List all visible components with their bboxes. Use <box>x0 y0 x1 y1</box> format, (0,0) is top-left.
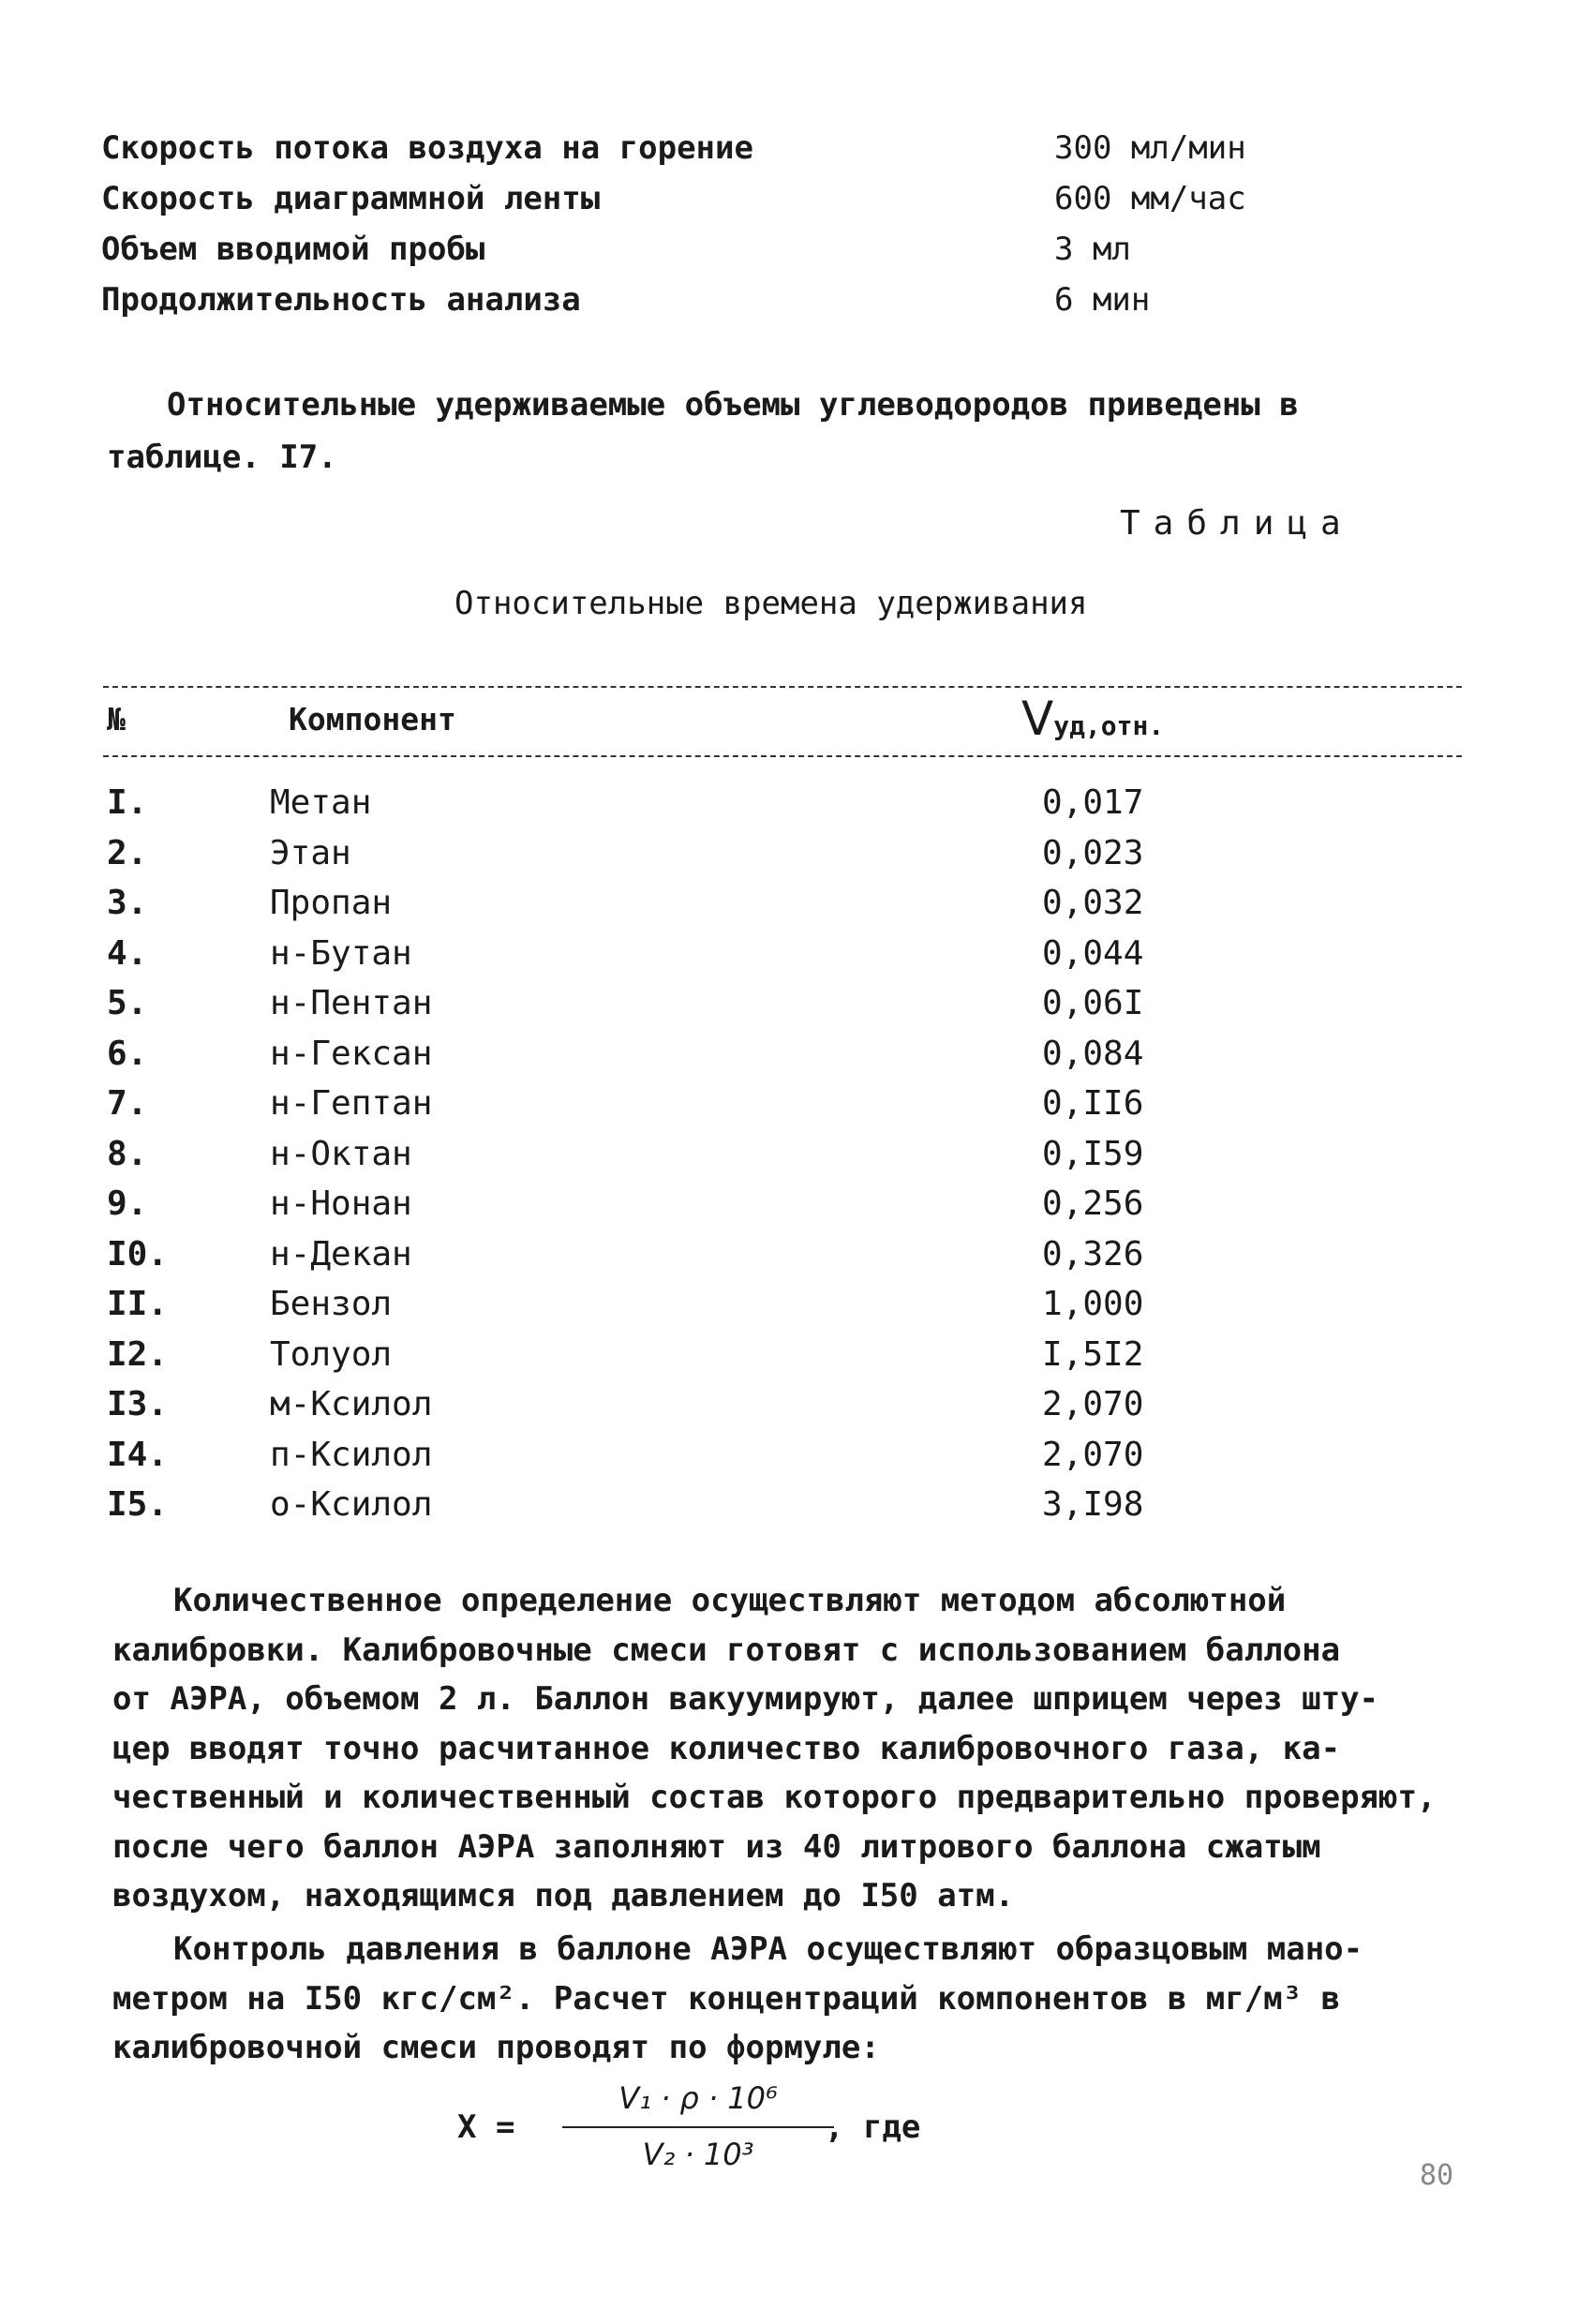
header-value-sub: уд,отн. <box>1053 710 1165 741</box>
row-component: н-Пентан <box>270 984 433 1022</box>
row-number: 8. <box>107 1135 148 1173</box>
table-top-rule <box>103 686 1462 688</box>
formula-numerator: V₁ · ρ · 10⁶ <box>618 2080 778 2116</box>
header-value <box>1021 692 1164 746</box>
table-header-rule <box>103 755 1462 757</box>
row-number: I0. <box>107 1235 169 1274</box>
row-component: н-Гексан <box>270 1035 433 1073</box>
row-component: н-Октан <box>270 1135 412 1173</box>
formula-suffix: , где <box>825 2108 921 2146</box>
row-number: 7. <box>107 1084 148 1123</box>
paragraph-line: калибровки. Калибровочные смеси готовят с использованием баллона <box>112 1631 1341 1669</box>
intro-line: таблице. I7. <box>107 439 337 476</box>
row-value: 0,023 <box>1042 834 1144 872</box>
row-value: I,5I2 <box>1042 1335 1144 1374</box>
paragraph-line: метром на I50 кгс/см². Расчет концентраций компонентов в мг/м³ в <box>112 1980 1341 2018</box>
row-number: 3. <box>107 884 148 922</box>
row-value: 0,I59 <box>1042 1135 1144 1173</box>
param-label: Объем вводимой пробы <box>101 231 485 268</box>
row-number: I3. <box>107 1385 169 1423</box>
row-value: 2,070 <box>1042 1436 1144 1474</box>
row-component: н-Декан <box>270 1235 412 1274</box>
param-label: Скорость потока воздуха на горение <box>101 129 753 167</box>
row-component: Этан <box>270 834 351 872</box>
formula-lhs: X = <box>457 2108 515 2146</box>
row-component: Метан <box>270 783 372 822</box>
param-value: 6 мин <box>1054 281 1151 319</box>
formula-fraction-bar <box>562 2126 834 2128</box>
row-component: Бензол <box>270 1285 393 1323</box>
paragraph-line: воздухом, находящимся под давлением до I50 атм. <box>112 1877 1015 1914</box>
row-component: н-Гептан <box>270 1084 433 1123</box>
row-number: I2. <box>107 1335 169 1374</box>
row-component: м-Ксилол <box>270 1385 433 1423</box>
param-value: 600 мм/час <box>1054 180 1246 217</box>
row-component: п-Ксилол <box>270 1436 433 1474</box>
row-component: Толуол <box>270 1335 393 1374</box>
page-number: 80 <box>1420 2159 1454 2192</box>
row-value: 0,326 <box>1042 1235 1144 1274</box>
header-component: Компонент <box>289 701 456 737</box>
paragraph-line: Контроль давления в баллоне АЭРА осуществляют образцовым мано- <box>173 1930 1363 1968</box>
row-value: 0,256 <box>1042 1184 1144 1223</box>
row-value: 3,I98 <box>1042 1485 1144 1524</box>
paragraph-line: калибровочной смеси проводят по формуле: <box>112 2029 880 2066</box>
row-value: 2,070 <box>1042 1385 1144 1423</box>
row-component: н-Бутан <box>270 934 412 973</box>
row-value: 0,017 <box>1042 783 1144 822</box>
param-value: 300 мл/мин <box>1054 129 1246 167</box>
row-value: 0,032 <box>1042 884 1144 922</box>
row-value: 0,II6 <box>1042 1084 1144 1123</box>
row-value: 0,044 <box>1042 934 1144 973</box>
header-num: № <box>107 701 126 737</box>
param-label: Скорость диаграммной ленты <box>101 180 601 217</box>
row-number: 2. <box>107 834 148 872</box>
row-value: 1,000 <box>1042 1285 1144 1323</box>
param-label: Продолжительность анализа <box>101 281 581 319</box>
paragraph-line: после чего баллон АЭРА заполняют из 40 литрового баллона сжатым <box>112 1828 1321 1866</box>
row-number: I5. <box>107 1485 169 1524</box>
paragraph-line: Количественное определение осуществляют методом абсолютной <box>173 1582 1287 1619</box>
paragraph-line: от АЭРА, объемом 2 л. Баллон вакуумируют, далее шприцем через шту- <box>112 1680 1379 1718</box>
row-number: 6. <box>107 1035 148 1073</box>
row-value: 0,084 <box>1042 1035 1144 1073</box>
row-component: н-Нонан <box>270 1184 412 1223</box>
intro-line: Относительные удерживаемые объемы углеводородов приведены в <box>167 386 1299 424</box>
row-value: 0,06I <box>1042 984 1144 1022</box>
row-number: 5. <box>107 984 148 1022</box>
row-number: II. <box>107 1285 169 1323</box>
param-value: 3 мл <box>1054 231 1131 268</box>
row-component: о-Ксилол <box>270 1485 433 1524</box>
formula-denominator: V₂ · 10³ <box>642 2137 754 2172</box>
table-title: Относительные времена удерживания <box>454 585 1088 622</box>
paragraph-line: цер вводят точно расчитанное количество калибровочного газа, ка- <box>112 1730 1341 1767</box>
table-number: Таблица <box>1120 504 1354 543</box>
paragraph-line: чественный и количественный состав которого предварительно проверяют, <box>112 1779 1437 1816</box>
row-number: 9. <box>107 1184 148 1223</box>
row-number: 4. <box>107 934 148 973</box>
row-component: Пропан <box>270 884 393 922</box>
row-number: I4. <box>107 1436 169 1474</box>
row-number: I. <box>107 783 148 822</box>
header-value-main: V <box>1021 692 1054 746</box>
